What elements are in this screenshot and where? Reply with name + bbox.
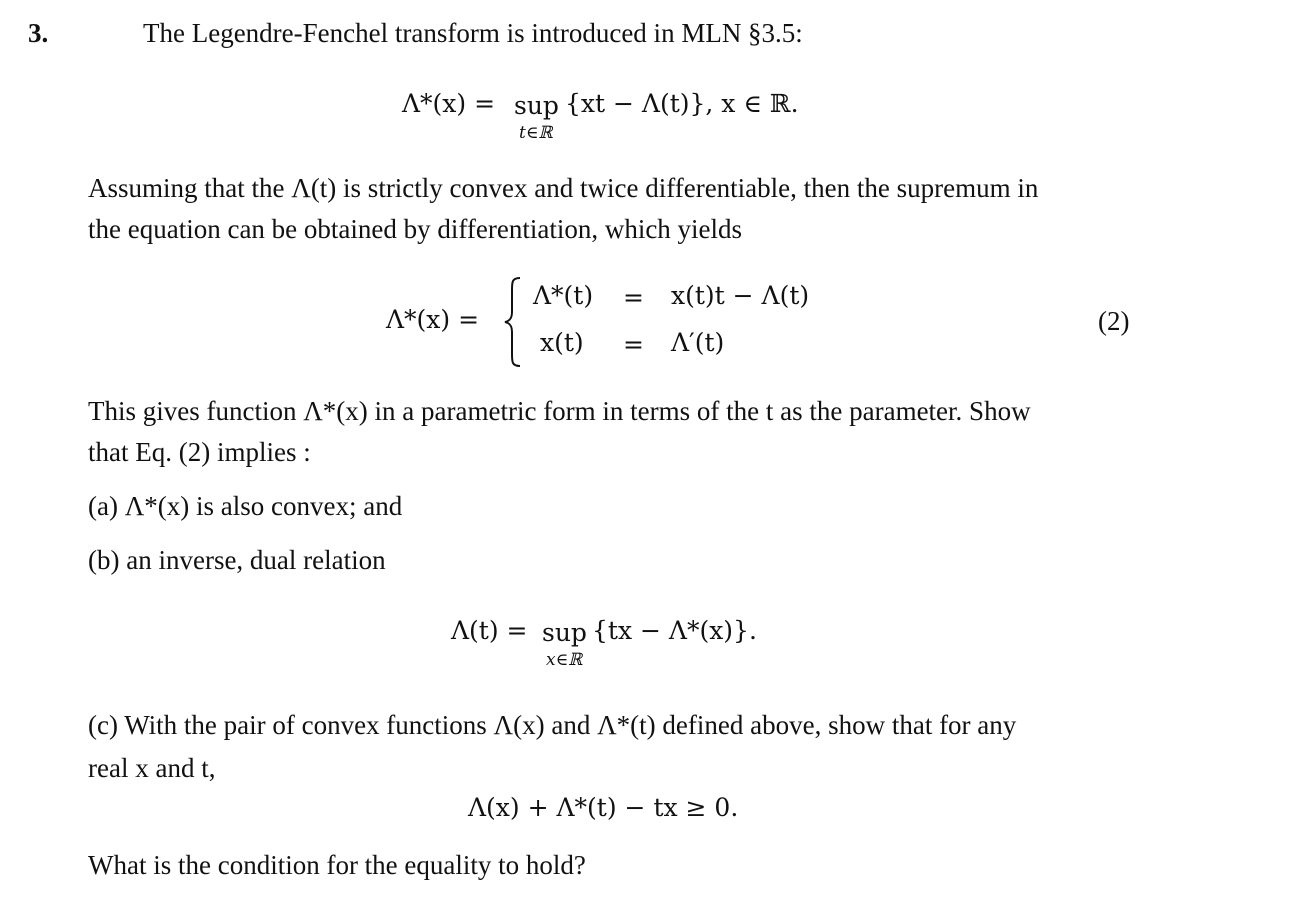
paragraph-1-line-1: Assuming that the Λ(t) is strictly convex and twice differentiable, then the supremum in [88, 173, 1039, 203]
intro-text: The Legendre-Fenchel transform is introduced in MLN §3.5: [143, 18, 803, 48]
paragraph-2-line-2: that Eq. (2) implies : [88, 437, 311, 467]
eq3-lhs: Λ(t) = [451, 616, 528, 645]
eq3-subscript: x∈ℝ [546, 650, 583, 670]
eq1-sup: sup [514, 91, 559, 120]
eq2-row2-eq: = [623, 330, 644, 359]
part-a: (a) Λ*(x) is also convex; and [88, 491, 403, 521]
paragraph-2-line-1: This gives function Λ*(x) in a parametric form in terms of the t as the parameter. Show [88, 396, 1031, 426]
eq3-rhs: {tx − Λ*(x)}. [592, 616, 757, 645]
equation-4: Λ(x) + Λ*(t) − tx ≥ 0. [468, 793, 739, 822]
eq2-row1-left: Λ*(t) [533, 281, 594, 310]
eq1-lhs: Λ*(x) = [402, 89, 496, 118]
paragraph-1-line-2: the equation can be obtained by differentiation, which yields [88, 214, 743, 244]
eq2-row2-right: Λ′(t) [671, 328, 725, 357]
part-b: (b) an inverse, dual relation [88, 545, 386, 575]
eq2-tag: (2) [1098, 306, 1130, 336]
eq2-row1-right: x(t)t − Λ(t) [671, 281, 810, 310]
left-brace-icon [502, 276, 524, 368]
eq2-row1-eq: = [623, 283, 644, 312]
problem-number: 3. [28, 18, 49, 48]
eq2-lhs: Λ*(x) = [386, 305, 480, 334]
eq3-sup: sup [542, 618, 587, 647]
closing-question: What is the condition for the equality to hold? [88, 850, 586, 880]
eq1-subscript: t∈ℝ [519, 123, 553, 143]
eq2-row2-left: x(t) [540, 328, 584, 357]
eq1-rhs: {xt − Λ(t)}, x ∈ ℝ. [565, 89, 799, 118]
part-c-line-2: real x and t, [88, 753, 216, 783]
part-c-line-1: (c) With the pair of convex functions Λ(x) and Λ*(t) defined above, show that for any [88, 710, 1017, 740]
